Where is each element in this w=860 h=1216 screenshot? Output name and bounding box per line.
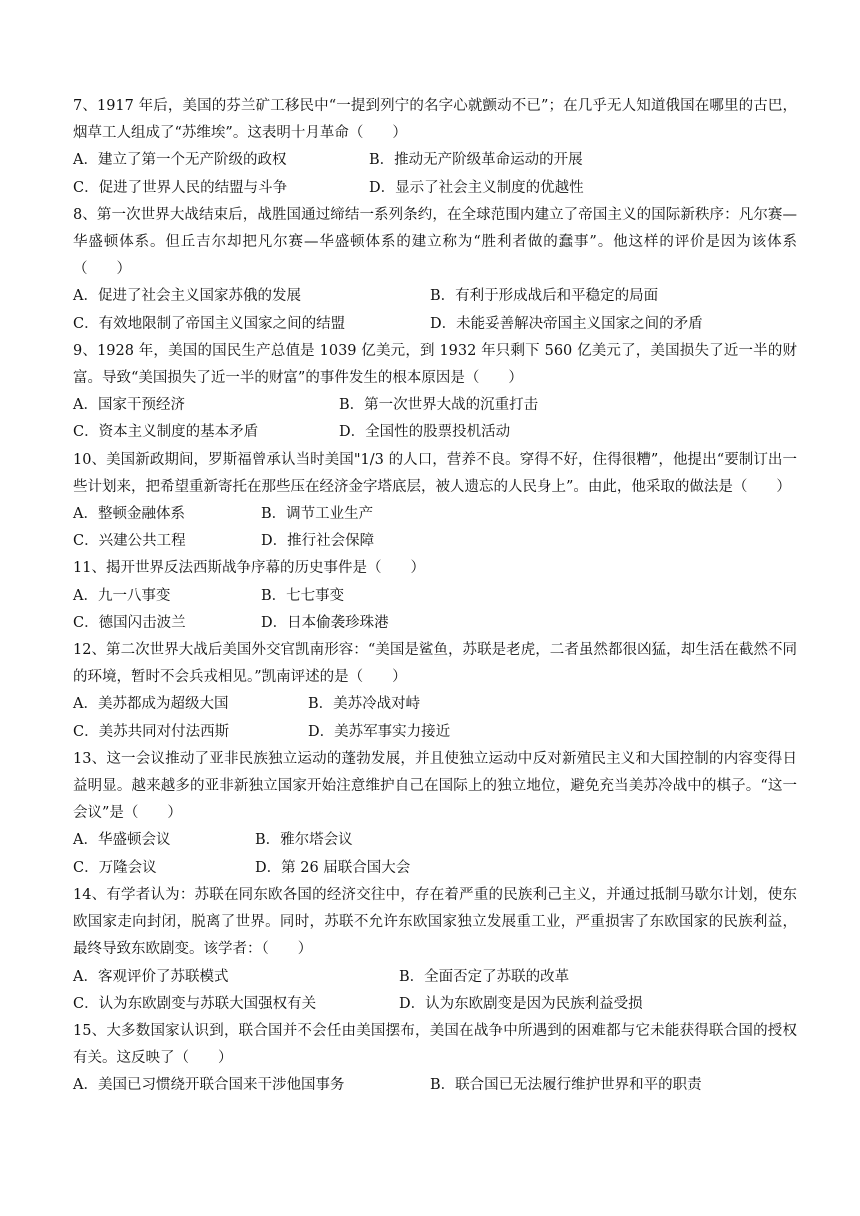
option-row xyxy=(73,855,797,882)
option-a: A．建立了第一个无产阶级的政权 xyxy=(73,152,287,169)
option-b: B．第一次世界大战的沉重打击 xyxy=(339,397,539,414)
option-c: C．认为东欧剧变与苏联大国强权有关 xyxy=(73,995,317,1012)
option-row xyxy=(73,528,797,555)
option-b: B．七七事变 xyxy=(261,587,345,604)
exam-page xyxy=(73,93,797,1100)
question-14 xyxy=(73,882,797,1018)
option-c: C．促进了世界人民的结盟与斗争 xyxy=(73,179,288,196)
question-stem: 9、1928 年，美国的国民生产总值是 1039 亿美元，到 1932 年只剩下 560 亿美元了，美国损失了近一半的财富。导致“美国损失了近一半的财富”的事件发生的根本原因是（ ） xyxy=(73,342,797,387)
question-stem: 14、有学者认为：苏联在同东欧各国的经济交往中，存在着严重的民族利己主义，并通过抵制马歇尔计划，使东欧国家走向封闭，脱离了世界。同时，苏联不允许东欧国家独立发展重工业，严重损害了东欧国家的民族利益，最终导致东欧剧变。该学者：（ ） xyxy=(73,886,797,958)
option-c: C．德国闪击波兰 xyxy=(73,614,186,631)
option-row xyxy=(73,827,797,854)
option-d: D．显示了社会主义制度的优越性 xyxy=(369,179,584,196)
option-c: C．美苏共同对付法西斯 xyxy=(73,723,230,740)
option-row xyxy=(73,419,797,446)
option-a: A．整顿金融体系 xyxy=(73,506,185,523)
option-row xyxy=(73,691,797,718)
option-b: B．有利于形成战后和平稳定的局面 xyxy=(430,288,659,305)
option-b: B．全面否定了苏联的改革 xyxy=(399,968,570,985)
option-c: C．有效地限制了帝国主义国家之间的结盟 xyxy=(73,315,346,332)
option-row xyxy=(73,311,797,338)
question-8 xyxy=(73,202,797,338)
option-a: A．客观评价了苏联模式 xyxy=(73,968,229,985)
option-b: B．美苏冷战对峙 xyxy=(308,696,421,713)
question-stem: 13、这一会议推动了亚非民族独立运动的蓬勃发展，并且使独立运动中反对新殖民主义和大国控制的内容变得日益明显。越来越多的亚非新独立国家开始注意维护自己在国际上的独立地位，避免充当美苏冷战中的棋子。“这一会议”是（ ） xyxy=(73,750,797,822)
option-row xyxy=(73,147,797,174)
option-a: A．九一八事变 xyxy=(73,587,171,604)
option-d: D．美苏军事实力接近 xyxy=(308,723,451,740)
option-row xyxy=(73,991,797,1018)
question-stem: 15、大多数国家认识到，联合国并不会任由美国摆布，美国在战争中所遇到的困难都与它未能获得联合国的授权有关。这反映了（ ） xyxy=(73,1022,797,1067)
option-a: A．美苏都成为超级大国 xyxy=(73,696,229,713)
option-b: B．调节工业生产 xyxy=(261,506,374,523)
option-row xyxy=(73,964,797,991)
question-15 xyxy=(73,1018,797,1100)
option-b: B．推动无产阶级革命运动的开展 xyxy=(369,152,583,169)
option-a: A．美国已习惯绕开联合国来干涉他国事务 xyxy=(73,1077,345,1094)
option-c: C．万隆会议 xyxy=(73,859,157,876)
option-b: B．联合国已无法履行维护世界和平的职责 xyxy=(430,1077,702,1094)
question-9 xyxy=(73,338,797,447)
option-d: D．认为东欧剧变是因为民族利益受损 xyxy=(399,995,643,1012)
option-row xyxy=(73,501,797,528)
option-c: C．兴建公共工程 xyxy=(73,533,186,550)
question-stem: 7、1917 年后，美国的芬兰矿工移民中“一提到列宁的名字心就颤动不已”；在几乎无人知道俄国在哪里的古巴，烟草工人组成了“苏维埃”。这表明十月革命（ ） xyxy=(73,98,797,142)
option-row xyxy=(73,719,797,746)
option-row xyxy=(73,1072,797,1099)
option-a: A．国家干预经济 xyxy=(73,397,185,414)
option-d: D．全国性的股票投机活动 xyxy=(339,424,511,441)
option-d: D．未能妥善解决帝国主义国家之间的矛盾 xyxy=(430,315,703,332)
question-stem: 10、美国新政期间，罗斯福曾承认当时美国"1/3 的人口，营养不良。穿得不好，住得很糟”，他提出“要制订出一些计划来，把希望重新寄托在那些压在经济金字塔底层，被人遗忘的人民身上”。由此，他采取的做法是（ ） xyxy=(73,451,797,495)
question-12 xyxy=(73,637,797,746)
question-13 xyxy=(73,746,797,882)
option-row xyxy=(73,175,797,202)
question-11 xyxy=(73,555,797,637)
option-d: D．推行社会保障 xyxy=(261,533,375,550)
question-stem: 11、揭开世界反法西斯战争序幕的历史事件是（ ） xyxy=(73,560,425,577)
option-d: D．日本偷袭珍珠港 xyxy=(261,614,389,631)
option-b: B．雅尔塔会议 xyxy=(255,832,353,849)
option-a: A．华盛顿会议 xyxy=(73,832,171,849)
question-stem: 12、第二次世界大战后美国外交官凯南形容：“美国是鲨鱼，苏联是老虎，二者虽然都很凶猛，却生活在截然不同的环境，暂时不会兵戎相见。”凯南评述的是（ ） xyxy=(73,642,797,686)
option-row xyxy=(73,283,797,310)
option-row xyxy=(73,610,797,637)
question-stem: 8、第一次世界大战结束后，战胜国通过缔结一系列条约，在全球范围内建立了帝国主义的国际新秩序：凡尔赛—华盛顿体系。但丘吉尔却把凡尔赛—华盛顿体系的建立称为“胜利者做的蠢事”。他这样的评价是因为该体系（ ） xyxy=(73,206,797,278)
option-row xyxy=(73,392,797,419)
question-10 xyxy=(73,447,797,556)
option-a: A．促进了社会主义国家苏俄的发展 xyxy=(73,288,301,305)
option-row xyxy=(73,583,797,610)
option-c: C．资本主义制度的基本矛盾 xyxy=(73,424,259,441)
question-7 xyxy=(73,93,797,202)
option-d: D．第 26 届联合国大会 xyxy=(255,859,411,876)
